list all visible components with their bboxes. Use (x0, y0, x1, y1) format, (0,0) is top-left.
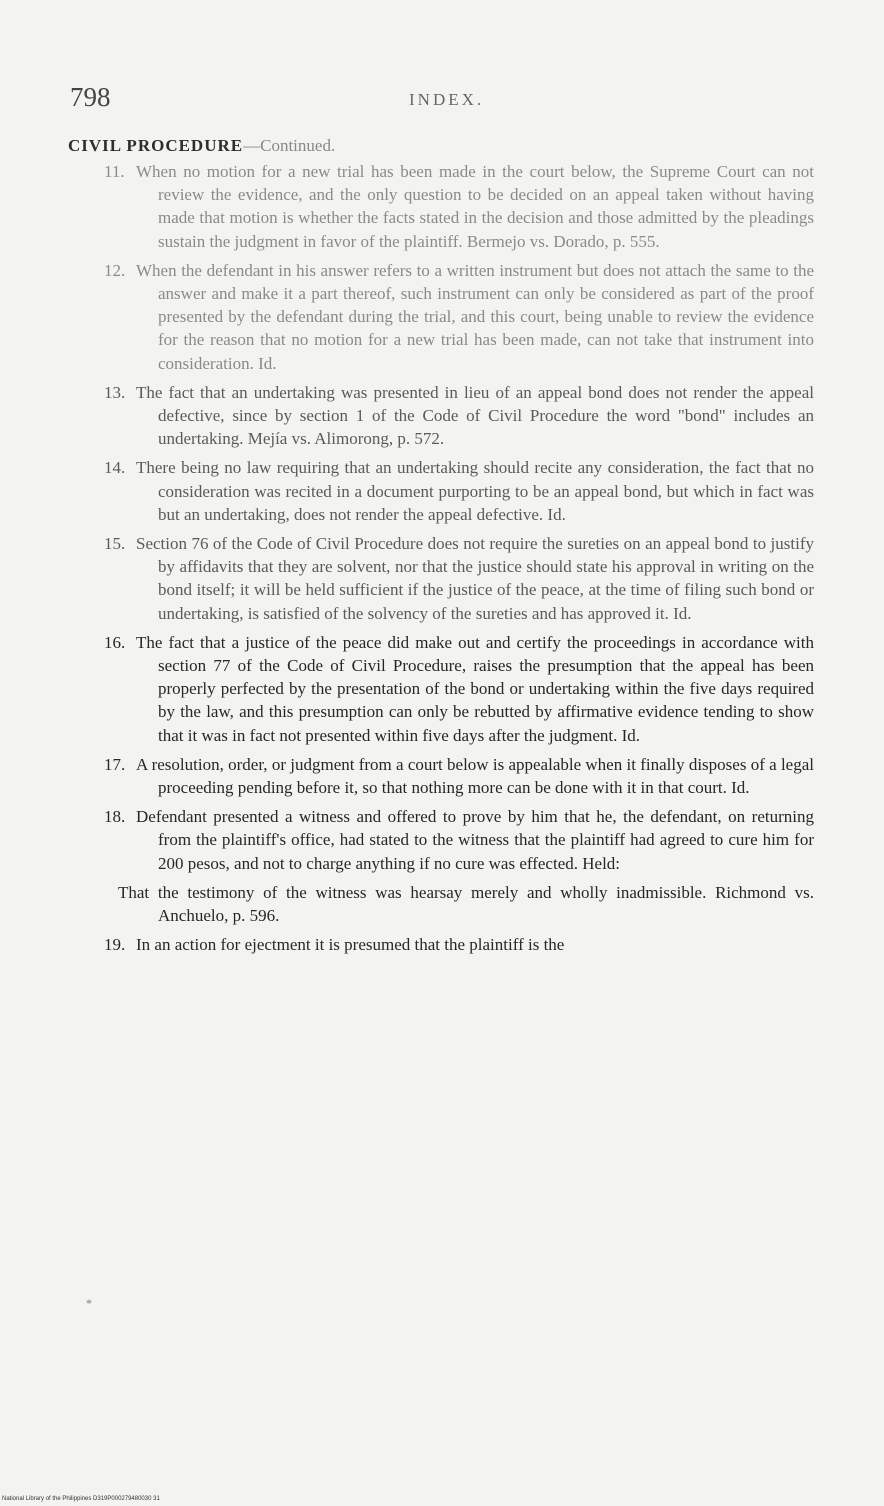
entry-number: 12. (104, 260, 126, 280)
entry-number: 17. (104, 754, 126, 774)
entry-text: A resolution, order, or judgment from a court below is appealable when it finally disposes of a legal proceeding pending before it, so that nothing more can be done with it in that court. Id. (136, 754, 814, 798)
entry-number: 19. (104, 935, 126, 955)
entry-text: The fact that an undertaking was presented in lieu of an appeal bond does not render the appeal defective, since by section 1 of the Code of Civil Procedure the word "bond" includes an undertaking. Mejía vs. Alimorong, p. 572. (136, 382, 814, 449)
entry-number: 15. (104, 534, 126, 554)
index-entry (104, 259, 814, 375)
running-head: INDEX. (409, 90, 485, 109)
scan-footer: National Library of the Philippines D319P000279480030 31 (2, 1496, 160, 1502)
held-paragraph: That the testimony of the witness was hearsay merely and wholly inadmissible. Richmond vs. Anchuelo, p. 596. (118, 882, 814, 926)
index-entry (104, 631, 814, 747)
index-entry (104, 160, 814, 253)
margin-mark: * (86, 1296, 92, 1310)
entry-text: Section 76 of the Code of Civil Procedure does not require the sureties on an appeal bond to justify by affidavits that they are solvent, nor that the justice should state his approval in writing on the bond itself; it will be held sufficient if the justice of the peace, at the time of filing such bond or undertaking, is satisfied of the solvency of the sureties and has approved it. Id. (136, 534, 814, 623)
entry-number: 18. (104, 807, 126, 827)
entry-text: The fact that a justice of the peace did make out and certify the proceedings in accordance with section 77 of the Code of Civil Procedure, raises the presumption that the appeal has been properly perfected by the presentation of the bond or undertaking within the five days required by the law, and this presumption can only be rebutted by affirmative evidence tending to show that it was in fact not presented within five days after the judgment. Id. (136, 632, 814, 745)
index-entry (104, 805, 814, 875)
entry-text: There being no law requiring that an undertaking should recite any consideration, the fact that no consideration was recited in a document purporting to be an appeal bond, but which in fact was but an undertaking, does not render the appeal defective. Id. (136, 458, 814, 524)
entry-number: 13. (104, 382, 126, 402)
entry-number: 14. (104, 458, 126, 478)
index-entry (104, 532, 814, 625)
entry-number: 16. (104, 632, 126, 652)
entry-text: Defendant presented a witness and offered to prove by him that he, the defendant, on returning from the plaintiff's office, had stated to the witness that the plaintiff had agreed to cure him for 200 pesos, and not to charge anything if no cure was effected. Held: (136, 807, 814, 873)
section-continued: —Continued. (243, 136, 336, 155)
index-entry (104, 753, 814, 799)
entry-text: When the defendant in his answer refers to a written instrument but does not attach the same to the answer and make it a part thereof, such instrument can only be considered as part of the proof presented by the defendant during the trial, and this court, being unable to review the evidence for the reason that no motion for a new trial has been made, can not take that instrument into consideration. Id. (136, 260, 814, 373)
section-title: CIVIL PROCEDURE (68, 136, 244, 155)
section-heading (68, 136, 335, 156)
index-entry (104, 381, 814, 451)
index-entry (104, 933, 814, 956)
entry-number: 11. (104, 162, 125, 181)
index-entry (104, 456, 814, 526)
entry-text: When no motion for a new trial has been made in the court below, the Supreme Court can not review the evidence, and the only question to be decided on an appeal taken without having made that motion is whether the facts stated in the decision and those admitted by the pleadings sustain the judgment in favor of the plaintiff. Bermejo vs. Dorado, p. 555. (136, 162, 814, 251)
entry-text: In an action for ejectment it is presumed that the plaintiff is the (136, 935, 565, 955)
index-entries (104, 160, 814, 963)
page-number: 798 (70, 82, 111, 112)
